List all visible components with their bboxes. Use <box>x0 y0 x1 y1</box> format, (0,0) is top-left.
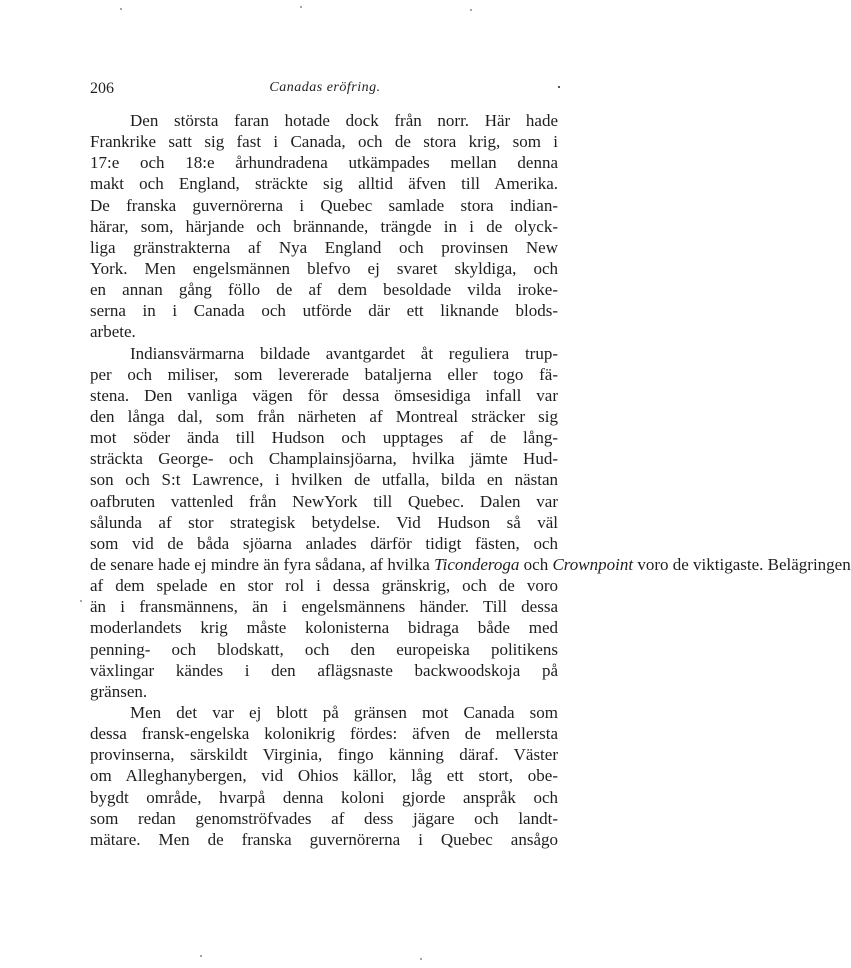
body-text <box>90 110 851 850</box>
text-line: mot söder ända till Hudson och upptages af de lång- <box>90 428 558 448</box>
text-line: son och S:t Lawrence, i hvilken de utfalla, bilda en nästan <box>90 470 558 490</box>
text-line: per och miliser, som levererade bataljerna eller togo fä- <box>90 364 558 384</box>
text-line: Indiansvärmarna bildade avantgardet åt reguliera trup- <box>130 343 558 363</box>
page-header <box>90 80 560 102</box>
text-line: af dem spelade en stor rol i dessa gränskrig, och de voro <box>90 576 558 596</box>
header-mark <box>558 86 560 88</box>
scan-speck <box>420 958 422 960</box>
text-line: än i fransmännens, än i engelsmännens händer. Till dessa <box>90 597 558 617</box>
text-line: dessa fransk-engelska kolonikrig fördes: äfven de mellersta <box>90 724 558 744</box>
fort-name-italic: Ticonderoga <box>434 554 520 574</box>
text-line <box>90 554 851 575</box>
scan-speck <box>80 600 82 602</box>
text-fragment: de senare hade ej mindre än fyra sådana, af hvilka <box>90 554 430 574</box>
scan-speck <box>200 955 202 957</box>
text-line: Men det var ej blott på gränsen mot Canada som <box>130 702 558 722</box>
scan-speck <box>470 9 472 11</box>
text-line: oafbruten vattenled från NewYork till Quebec. Dalen var <box>90 491 558 511</box>
text-line: serna in i Canada och utförde där ett liknande blods- <box>90 301 558 321</box>
text-line: stena. Den vanliga vägen för dessa ömsesidiga infall var <box>90 385 558 405</box>
text-line: mätare. Men de franska guvernörerna i Quebec ansågo <box>90 829 558 849</box>
fort-name-italic: Crownpoint <box>552 554 634 574</box>
text-line: Den största faran hotade dock från norr. Här hade <box>130 111 558 130</box>
text-line: som vid de båda sjöarna anlades därför tidigt fästen, och <box>90 533 558 553</box>
scan-speck <box>300 6 302 8</box>
text-fragment: och <box>523 554 549 574</box>
text-line: penning- och blodskatt, och den europeiska politikens <box>90 639 558 659</box>
scan-speck <box>120 8 122 10</box>
text-line: makt och England, sträckte sig alltid äfven till Amerika. <box>90 174 558 194</box>
text-fragment: voro de viktigaste. Belägringen <box>637 554 851 574</box>
text-line: liga gränstrakterna af Nya England och provinsen New <box>90 237 558 257</box>
running-title: Canadas eröfring. <box>269 80 381 95</box>
page-number: 206 <box>90 80 114 97</box>
text-line: provinserna, särskildt Virginia, fingo känning däraf. Väster <box>90 745 558 765</box>
text-line: moderlandets krig måste kolonisterna bidraga både med <box>90 618 558 638</box>
text-line: sålunda af stor strategisk betydelse. Vid Hudson så väl <box>90 512 558 532</box>
text-line: 17:e och 18:e århundradena utkämpades mellan denna <box>90 153 558 173</box>
text-line: bygdt område, hvarpå denna koloni gjorde anspråk och <box>90 787 558 807</box>
text-line: York. Men engelsmännen blefvo ej svaret skyldiga, och <box>90 258 558 278</box>
text-line: om Alleghanybergen, vid Ohios källor, låg ett stort, obe- <box>90 766 558 786</box>
text-line: De franska guvernörerna i Quebec samlade stora indian- <box>90 195 558 215</box>
text-line: den långa dal, som från närheten af Montreal sträcker sig <box>90 406 558 426</box>
text-line: härar, som, härjande och brännande, trängde in i de olyck- <box>90 216 558 236</box>
text-line: arbete. <box>90 322 136 342</box>
text-line: som redan genomströfvades af dess jägare och landt- <box>90 808 558 828</box>
text-line: sträckta George- och Champlainsjöarna, hvilka jämte Hud- <box>90 449 558 469</box>
text-line: gränsen. <box>90 681 148 701</box>
text-line: växlingar kändes i den aflägsnaste backwoodskoja på <box>90 660 558 680</box>
text-line: en annan gång föllo de af dem besoldade vilda iroke- <box>90 280 558 300</box>
text-line: Frankrike satt sig fast i Canada, och de stora krig, som i <box>90 132 558 152</box>
